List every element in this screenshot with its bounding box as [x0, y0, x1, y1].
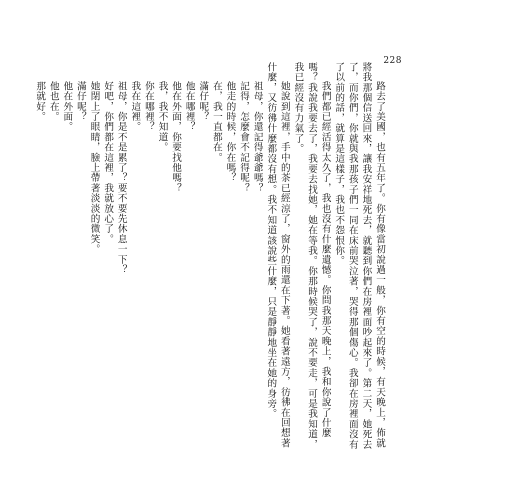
paragraph: 他也在。 [47, 81, 59, 122]
page-number: 228 [383, 56, 402, 66]
paragraph: 他在外面，你要找他嗎？ [170, 81, 182, 194]
paragraph: 在，我一直都在。 [210, 81, 222, 163]
paragraph: 路去了美國，也有五年了。你有像當初說過一般，你有空的時候，有天晚上，佈就將我那個信送回來，讓我安祥地死去，就聽到你們在房裡面吵起來了。第二天，她死去了，而你們，你就與我那孩子們一同在床前哭泣著，哭得那個傷心。我卻在房裡面沒有了以前的話，就算是這樣子，我也不怨恨你。 [333, 62, 385, 450]
paragraph: 她閉上了眼睛，臉上帶著淡淡的微笑。 [88, 81, 100, 255]
paragraph: 我們都已經活得太久了，我也沒有什麼遺憾。你問我那天晚上，我和你說了什麼嗎？我說我要去了，我要去找她，她在等我。你那時候哭了，說不要走，可是我知道，我已經沒有力氣了。 [292, 62, 331, 450]
paragraph: 他走的時候，你在嗎？ [224, 81, 236, 184]
paragraph: 記得，怎麼會不記得呢？ [238, 81, 250, 194]
paragraph: 她說到這裡，手中的茶已經涼了，窗外的雨還在下著。她看著遠方，彷彿在回想著什麼，又彷彿什麼都沒有想。我不知道該說些什麼，只是靜靜地坐在她的身旁。 [265, 62, 290, 449]
body-text [33, 62, 386, 450]
paragraph: 滿仔呢？ [197, 81, 209, 122]
paragraph: 我在這裡。 [129, 81, 141, 133]
paragraph: 你在哪裡？ [142, 81, 154, 133]
paragraph: 他在哪裡？ [183, 81, 195, 133]
paragraph: 我，我不知道。 [156, 81, 168, 153]
paragraph: 祖母，你還記得爺爺嗎？ [251, 81, 263, 194]
paragraph: 好吧，你們都在這裡，我就放心了。 [102, 81, 114, 245]
paragraph: 那就好。 [34, 81, 46, 122]
paragraph: 他在外面。 [61, 81, 73, 133]
paragraph: 滿仔呢？ [74, 81, 86, 122]
paragraph: 祖母，你是不是累了？要不要先休息一下？ [115, 81, 127, 275]
